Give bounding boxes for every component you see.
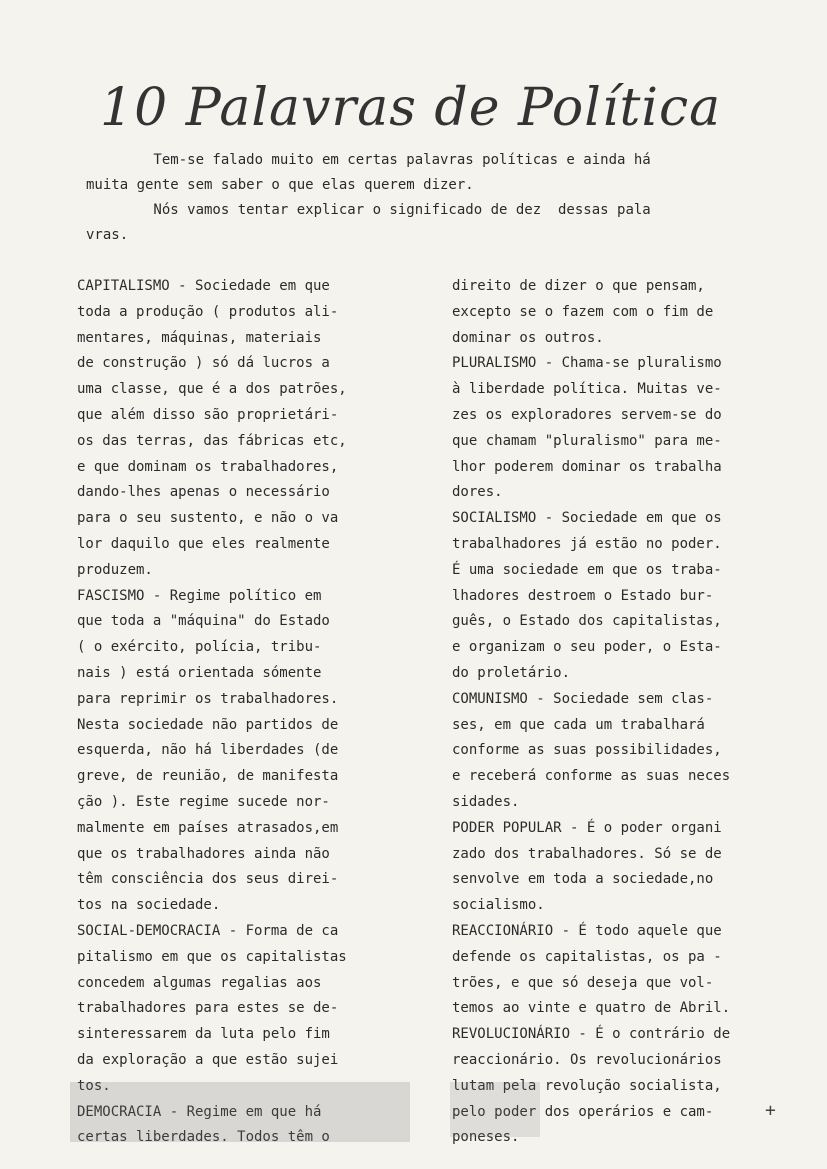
text-line: sinteressarem da luta pelo fim: [77, 1026, 330, 1043]
text-line: REACCIONÁRIO - É todo aquele que: [452, 922, 722, 939]
text-line: zes os exploradores servem-se do: [452, 406, 722, 423]
scan-shadow: [70, 1082, 410, 1142]
text-line: e que dominam os trabalhadores,: [77, 458, 339, 475]
text-line: à liberdade política. Muitas ve-: [452, 381, 722, 398]
text-line: É uma sociedade em que os traba-: [452, 561, 722, 578]
scan-shadow: [450, 1082, 540, 1137]
text-line: defende os capitalistas, os pa -: [452, 948, 722, 965]
text-line: trabalhadores já estão no poder.: [452, 535, 722, 552]
text-line: tos na sociedade.: [77, 897, 221, 914]
text-line: socialismo.: [452, 897, 545, 914]
text-line: que chamam "pluralismo" para me-: [452, 432, 722, 449]
text-line: que além disso são proprietári-: [77, 406, 339, 423]
text-line: reaccionário. Os revolucionários: [452, 1051, 722, 1068]
text-line: para o seu sustento, e não o va: [77, 510, 339, 527]
text-line: produzem.: [77, 561, 153, 578]
text-line: concedem algumas regalias aos: [77, 974, 322, 991]
text-line: dominar os outros.: [452, 329, 604, 346]
text-line: que toda a "máquina" do Estado: [77, 613, 330, 630]
text-line: trabalhadores para estes se de-: [77, 1000, 339, 1017]
text-line: para reprimir os trabalhadores.: [77, 690, 339, 707]
text-line: tos.: [77, 1077, 111, 1094]
text-line: pelo poder dos operários e cam-: [452, 1103, 714, 1120]
text-line: ( o exército, polícia, tribu-: [77, 639, 322, 656]
text-line: ses, em que cada um trabalhará: [452, 716, 705, 733]
text-line: direito de dizer o que pensam,: [452, 278, 705, 294]
text-line: que os trabalhadores ainda não: [77, 845, 330, 862]
text-line: lutam pela revolução socialista,: [452, 1077, 722, 1094]
text-line: COMUNISMO - Sociedade sem clas-: [452, 690, 714, 707]
text-line: da exploração a que estão sujei: [77, 1051, 339, 1068]
text-line: e organizam o seu poder, o Esta-: [452, 639, 722, 656]
text-line: toda a produção ( produtos ali-: [77, 303, 339, 320]
text-line: têm consciência dos seus direi-: [77, 871, 339, 888]
text-line: trões, e que só deseja que vol-: [452, 974, 714, 991]
text-line: CAPITALISMO - Sociedade em que: [77, 278, 330, 294]
intro-line: Nós vamos tentar explicar o significado de dez dessas pala: [86, 202, 651, 218]
text-line: de construção ) só dá lucros a: [77, 355, 330, 372]
text-line: e receberá conforme as suas neces: [452, 768, 731, 785]
text-line: temos ao vinte e quatro de Abril.: [452, 1000, 731, 1017]
text-line: nais ) está orientada sómente: [77, 664, 322, 681]
text-line: certas liberdades. Todos têm o: [77, 1129, 330, 1146]
text-line: REVOLUCIONÁRIO - É o contrário de: [452, 1026, 731, 1043]
text-line: guês, o Estado dos capitalistas,: [452, 613, 722, 630]
text-line: os das terras, das fábricas etc,: [77, 432, 347, 449]
text-line: sidades.: [452, 793, 520, 810]
text-line: lhor poderem dominar os trabalha: [452, 458, 722, 475]
text-line: PODER POPULAR - É o poder organi: [452, 819, 722, 836]
text-line: pitalismo em que os capitalistas: [77, 948, 347, 965]
text-line: ção ). Este regime sucede nor-: [77, 793, 330, 810]
text-line: SOCIAL-DEMOCRACIA - Forma de ca: [77, 922, 339, 939]
text-line: PLURALISMO - Chama-se pluralismo: [452, 355, 722, 372]
text-line: lor daquilo que eles realmente: [77, 535, 330, 552]
text-line: DEMOCRACIA - Regime em que há: [77, 1103, 322, 1120]
left-column: [77, 274, 417, 1151]
text-line: dando-lhes apenas o necessário: [77, 484, 330, 501]
page-title: 10 Palavras de Política: [100, 78, 722, 138]
right-column: [452, 274, 792, 1151]
text-line: poneses.: [452, 1129, 520, 1146]
text-line: esquerda, não há liberdades (de: [77, 742, 339, 759]
text-line: do proletário.: [452, 664, 571, 681]
intro-line: muita gente sem saber o que elas querem dizer.: [86, 177, 474, 193]
text-line: lhadores destroem o Estado bur-: [452, 587, 714, 604]
text-line: SOCIALISMO - Sociedade em que os: [452, 510, 722, 527]
text-line: senvolve em toda a sociedade,no: [452, 871, 714, 888]
text-line: FASCISMO - Regime político em: [77, 587, 322, 604]
text-line: excepto se o fazem com o fim de: [452, 303, 714, 320]
text-line: greve, de reunião, de manifesta: [77, 768, 339, 785]
text-line: dores.: [452, 484, 503, 501]
intro-paragraph: [86, 148, 786, 248]
text-line: malmente em países atrasados,em: [77, 819, 339, 836]
intro-line: Tem-se falado muito em certas palavras políticas e ainda há: [86, 152, 651, 168]
text-line: conforme as suas possibilidades,: [452, 742, 722, 759]
text-line: mentares, máquinas, materiais: [77, 329, 322, 346]
intro-line: vras.: [86, 227, 129, 243]
text-line: uma classe, que é a dos patrões,: [77, 381, 347, 398]
text-line: Nesta sociedade não partidos de: [77, 716, 339, 733]
text-line: zado dos trabalhadores. Só se de: [452, 845, 722, 862]
page-mark: +: [765, 1100, 776, 1121]
